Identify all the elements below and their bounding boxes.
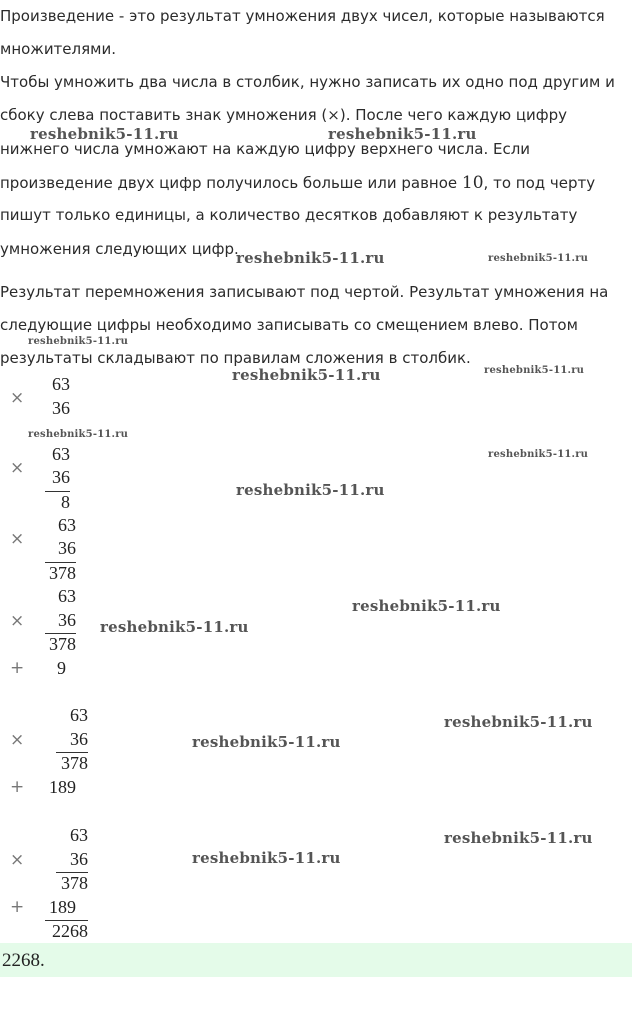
partial-result-2: 9 [57, 658, 66, 678]
watermark: reshebnik5-11.ru [192, 733, 341, 751]
text-line: результаты складывают по правилам сложения в столбик. [0, 349, 471, 367]
watermark: reshebnik5-11.ru [236, 481, 385, 499]
text-line: Результат перемножения записывают под чертой. Результат умножения на [0, 283, 609, 301]
text-fragment: ). После чего каждую цифру [339, 106, 568, 124]
partial-result-2: 189 [49, 777, 76, 797]
multiplier: 36 [70, 849, 88, 869]
plus-sign: + [10, 897, 25, 917]
watermark: reshebnik5-11.ru [100, 618, 249, 636]
text-fragment: сбоку слева поставить знак умножения ( [0, 106, 328, 124]
multiply-sign: × [10, 388, 25, 408]
watermark: reshebnik5-11.ru [444, 829, 593, 847]
multiply-sign: × [327, 106, 340, 124]
plus-sign: + [10, 777, 25, 797]
text-line: множителями. [0, 40, 116, 58]
multiply-sign: × [10, 850, 25, 870]
watermark: reshebnik5-11.ru [352, 597, 501, 615]
text-fragment: , то под черту [483, 174, 596, 192]
partial-result: 378 [49, 563, 76, 583]
partial-result: 378 [61, 753, 88, 773]
text-line: умножения следующих цифр. [0, 240, 239, 258]
watermark: reshebnik5-11.ru [28, 336, 129, 347]
answer-value: 2268. [2, 950, 45, 971]
text-line: пишут только единицы, а количество десятков добавляют к результату [0, 206, 578, 224]
text-line: Произведение - это результат умножения двух чисел, которые называются [0, 7, 605, 25]
multiplier: 36 [52, 467, 70, 487]
multiplier: 36 [58, 610, 76, 630]
multiplier: 36 [52, 398, 70, 418]
watermark: reshebnik5-11.ru [488, 449, 589, 460]
multiply-sign: × [10, 458, 25, 478]
answer-box [0, 943, 632, 977]
text-line [0, 106, 567, 124]
watermark: reshebnik5-11.ru [236, 249, 385, 267]
watermark: reshebnik5-11.ru [328, 125, 477, 143]
total-result: 2268 [52, 921, 88, 941]
multiplicand: 63 [52, 374, 70, 394]
watermark: reshebnik5-11.ru [28, 429, 129, 440]
multiplicand: 63 [58, 515, 76, 535]
watermark: reshebnik5-11.ru [444, 713, 593, 731]
text-line [0, 173, 595, 193]
text-line: нижнего числа умножают на каждую цифру верхнего числа. Если [0, 140, 531, 158]
multiply-sign: × [10, 611, 25, 631]
multiply-sign: × [10, 529, 25, 549]
multiplier: 36 [58, 538, 76, 558]
multiplier: 36 [70, 729, 88, 749]
text-line: Чтобы умножить два числа в столбик, нужно записать их одно под другим и [0, 73, 615, 91]
partial-result-2: 189 [49, 897, 76, 917]
multiplicand: 63 [70, 825, 88, 845]
multiply-sign: × [10, 730, 25, 750]
text-line: следующие цифры необходимо записывать со смещением влево. Потом [0, 316, 578, 334]
partial-result: 378 [49, 634, 76, 654]
multiplicand: 63 [58, 586, 76, 606]
partial-result: 8 [61, 492, 70, 512]
watermark: reshebnik5-11.ru [232, 366, 381, 384]
multiplicand: 63 [70, 705, 88, 725]
watermark: reshebnik5-11.ru [192, 849, 341, 867]
watermark: reshebnik5-11.ru [488, 253, 589, 264]
partial-result: 378 [61, 873, 88, 893]
watermark: reshebnik5-11.ru [30, 125, 179, 143]
text-fragment: произведение двух цифр получилось больше или равное [0, 174, 462, 192]
number-ten: 10 [461, 173, 484, 193]
watermark: reshebnik5-11.ru [484, 365, 585, 376]
plus-sign: + [10, 658, 25, 678]
multiplicand: 63 [52, 444, 70, 464]
